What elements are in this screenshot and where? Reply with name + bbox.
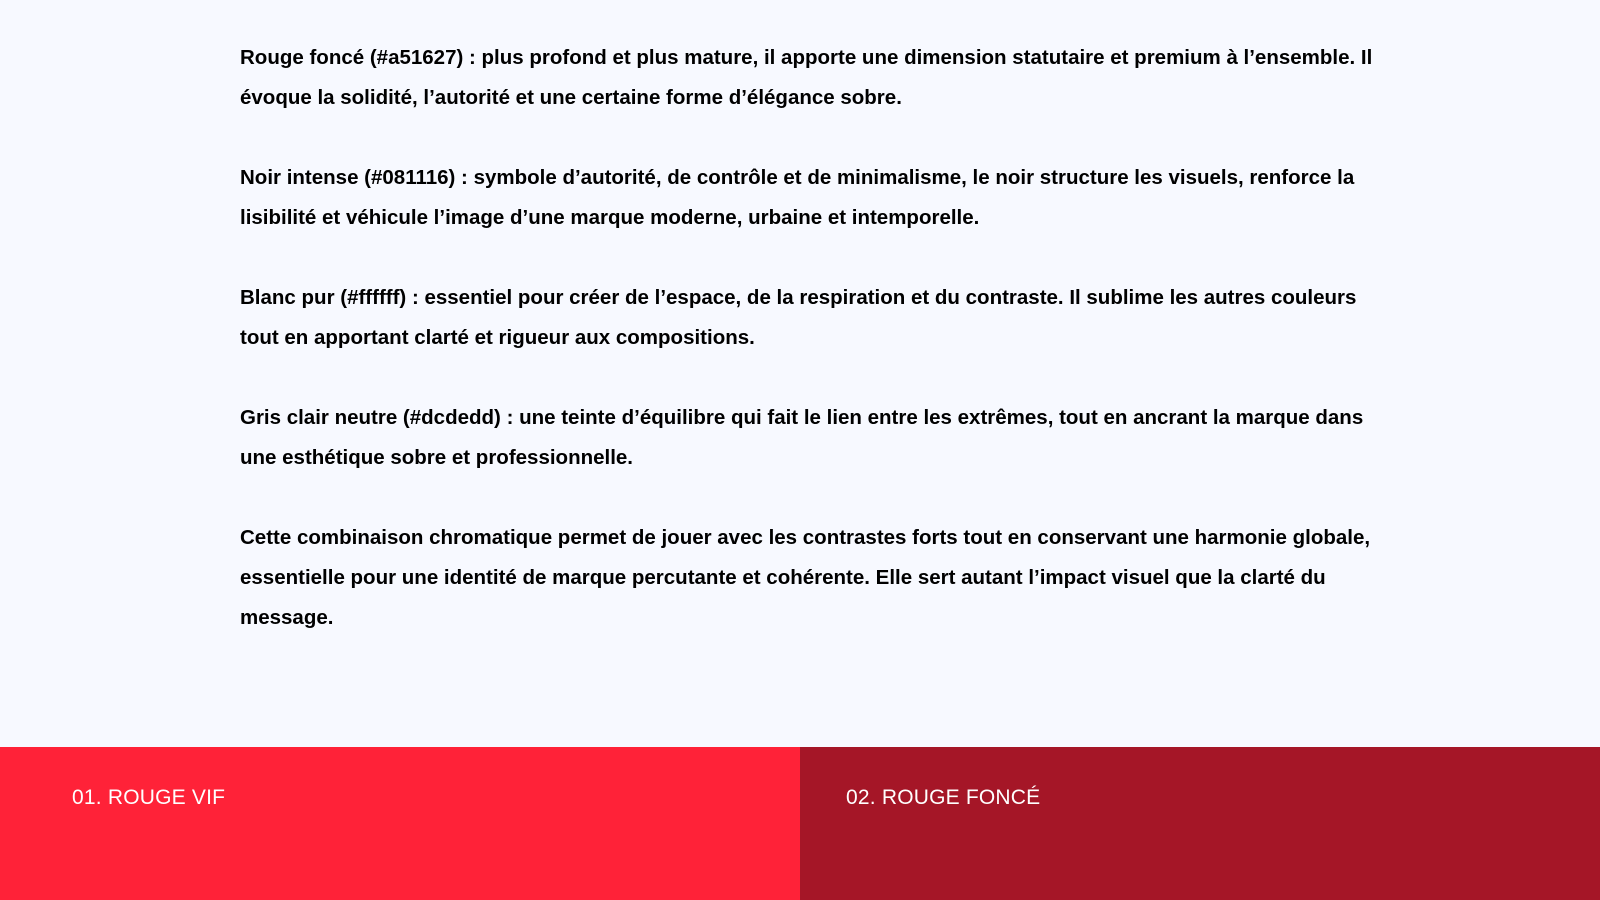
paragraph-rouge-fonce: Rouge foncé (#a51627) : plus profond et plus mature, il apporte une dimension statutaire et premium à l’ensemble. Il évoque la solidité, l’autorité et une certaine forme d’élégance sobre. xyxy=(240,46,1373,109)
paragraph-conclusion: Cette combinaison chromatique permet de jouer avec les contrastes forts tout en conservant une harmonie globale, essentielle pour une identité de marque percutante et cohérente. Elle sert autant l’impact visuel que la clarté du message. xyxy=(240,526,1371,629)
paragraph-noir-intense: Noir intense (#081116) : symbole d’autorité, de contrôle et de minimalisme, le noir structure les visuels, renforce la lisibilité et véhicule l’image d’une marque moderne, urbaine et intemporelle. xyxy=(240,166,1355,229)
swatch-rouge-vif xyxy=(0,747,800,900)
color-description-text xyxy=(240,38,1400,678)
swatch-label-rouge-fonce: 02. ROUGE FONCÉ xyxy=(846,786,1041,809)
swatch-label-rouge-vif: 01. ROUGE VIF xyxy=(72,786,226,809)
paragraph-gris-clair: Gris clair neutre (#dcdedd) : une teinte d’équilibre qui fait le lien entre les extrêmes, tout en ancrant la marque dans une esthétique sobre et professionnelle. xyxy=(240,406,1364,469)
paragraph-blanc-pur: Blanc pur (#ffffff) : essentiel pour créer de l’espace, de la respiration et du contraste. Il sublime les autres couleurs tout en apportant clarté et rigueur aux compositions. xyxy=(240,286,1357,349)
swatch-rouge-fonce xyxy=(800,747,1600,900)
color-swatches xyxy=(0,747,1600,900)
